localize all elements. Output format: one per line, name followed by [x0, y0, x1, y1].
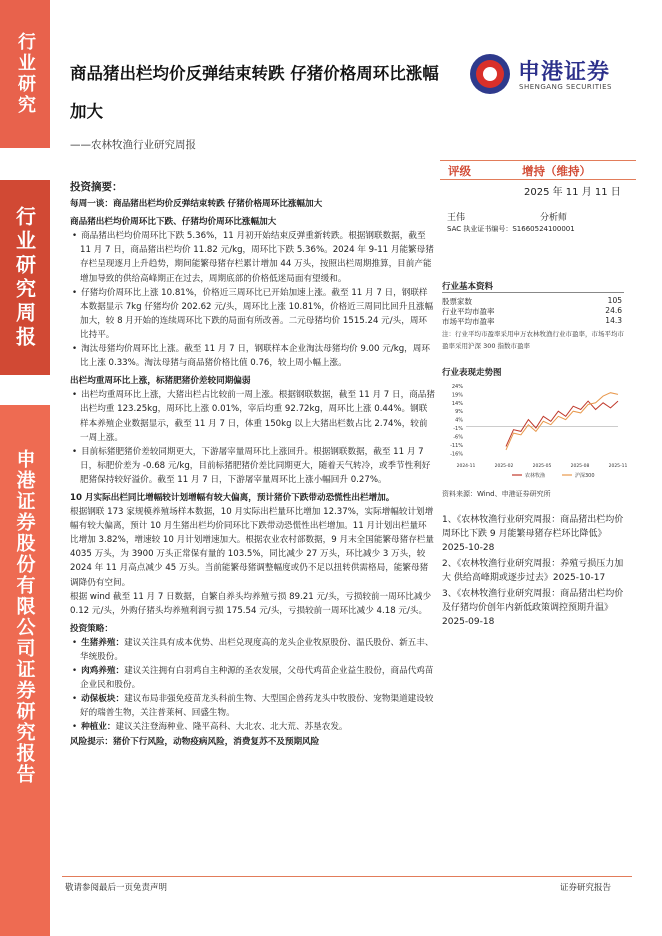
section-title: 10 月实际出栏同比增幅较计划增幅有较大偏离，预计猪价下跌带动恐慌性出栏增加。 — [70, 492, 395, 503]
rating-bar — [440, 160, 636, 180]
y-tick-label: 24% — [451, 384, 463, 390]
summary-heading: 投资摘要： — [70, 181, 123, 193]
investment-summary — [70, 180, 435, 749]
stock-info-value: 105 — [607, 296, 622, 305]
stock-info-label: 行业平均市盈率 — [442, 307, 495, 316]
summary-bullet: • 淘汰母猪均价周环比上涨。截至 11 月 7 日，钢联样本企业淘汰母猪均价 9.00 元/kg，周环比上涨 0.33%。淘汰母猪与商品猪价格比值 0.76，较上周小幅上涨。 — [70, 342, 435, 370]
summary-paragraph: 根据 wind 截至 11 月 7 日数据，自繁自养头均养殖亏损 89.21 元/头，亏损较前一周环比减少 0.12 元/头，外购仔猪头均养殖利润亏损 175.54 元/头，亏损较前一周环比减少 4.18 元/头。 — [70, 591, 432, 616]
related-report-item: 2、《农林牧渔行业研究周报：养殖亏损压力加大 供给高峰期或逐步过去》2025-10-17 — [442, 559, 624, 583]
weekly-view: 每周一谈：商品猪出栏均价反弹结束转跌 仔猪价格周环比涨幅加大 — [70, 199, 323, 210]
x-tick-label: 2025-02 — [494, 464, 514, 469]
stock-info-heading: 行业基本资料 — [442, 282, 494, 292]
report-date: 2025 年 11 月 11 日 — [524, 187, 621, 198]
logo-name-cn: 申港证券 — [518, 60, 611, 85]
report-title: 商品猪出栏均价反弹结束转跌 仔猪价格周环比涨幅加大 — [70, 64, 439, 121]
y-tick-label: 14% — [451, 400, 463, 407]
series-line — [506, 401, 618, 446]
logo-mark-icon — [470, 54, 510, 94]
stock-info-value: 24.6 — [605, 306, 622, 315]
sidebar-middle-label: 行业研究周报 — [0, 180, 50, 375]
performance-source: 资料来源：Wind、申港证券研究所 — [442, 490, 551, 498]
section-title: 商品猪出栏均价周环比下跌、仔猪均价周环比涨幅加大 — [70, 217, 277, 228]
y-tick-label: -11% — [450, 442, 463, 449]
strategy-heading: 投资策略： — [70, 623, 113, 634]
summary-bullet: • 出栏均重周环比上涨，大猪出栏占比较前一周上涨。根据钢联数据，截至 11 月 7 日，商品猪出栏均重 123.25kg，周环比上涨 0.01%，宰后均重 92.72kg，周环比上涨 0.44%。钢联样本养殖企业数据显示，截至 11 月 7 日，体重 150kg 以上大猪出栏数占比 2.74%，较前一周上涨。 — [70, 388, 435, 444]
logo-name-en: SHENGANG SECURITIES — [519, 83, 612, 91]
analyst-name: 王伟 — [447, 213, 466, 223]
company-logo — [470, 52, 645, 102]
legend-label: 沪深300 — [575, 473, 595, 479]
strategy-item: • 肉鸡养殖：建议关注拥有白羽鸡自主种源的圣农发展，父母代鸡苗企业益生股份，商品代鸡苗企业民和股份。 — [70, 664, 435, 692]
footer-label: 证券研究报告 — [560, 883, 612, 893]
stock-info-label: 市场平均市盈率 — [442, 317, 495, 326]
sidebar-top-label: 行业研究 — [0, 0, 50, 148]
summary-paragraph: 根据钢联 173 家规模养殖场样本数据，10 月实际出栏量环比增加 12.37%，实际增幅较计划增幅有较大偏离，预计 10 月生猪出栏均价同环比下跌带动恐慌性出栏增加。11 月计划出栏量环比增加 3.82%，增速较 10 月计划增速加大。根据农业农村部数据，9 月末全国能繁母猪存栏量 4035 万头，为 3900 万头正常保有量的 103.5%，同比减少 27 万头，环比减少 3 万头，较 2024 年 11 月高点减少 45 万头。当前能繁母猪调整幅度或仍不足以扭转供需格局，能繁母猪调降仍有空间。 — [70, 507, 435, 588]
related-report-item: 3、《农林牧渔行业研究周报：商品猪出栏均价及仔猪均价创年内新低政策调控预期升温》2025-09-18 — [442, 589, 624, 627]
analyst-cert: SAC 执业证书编号：S1660524100001 — [447, 225, 575, 233]
stock-info-row — [442, 316, 624, 327]
summary-bullet: • 仔猪均价周环比上涨 10.81%，价格近三周环比已开始加速上涨。截至 11 月 7 日，钢联样本数据显示 7kg 仔猪均价 202.62 元/头，周环比上涨 10.81%，价格近三周同比回升且涨幅加大，较 8 月开始的连续周环比下跌的局面有所改善。二元母猪均价 1515.24 元/头，周环比持平。 — [70, 286, 435, 342]
summary-bullet: • 目前标猪肥猪价差较同期更大，下游屠宰量周环比上涨回升。根据钢联数据，截至 11 月 7 日，标肥价差为 -0.68 元/kg，目前标猪肥猪价差比同期更大，随着天气转冷，或季节性利好肥猪保持较好溢价。截至 11 月 7 日，下游屠宰量周环比上涨小幅回升 0.27%。 — [70, 445, 435, 487]
stock-info-label: 股票家数 — [442, 297, 472, 306]
sidebar — [0, 0, 50, 936]
section-title: 出栏均重周环比上涨，标猪肥猪价差较同期偏弱 — [70, 376, 251, 387]
risk-warning: 风险提示：猪价下行风险，动物疫病风险，消费复苏不及预期风险 — [70, 736, 320, 747]
analyst-title: 分析师 — [540, 213, 568, 223]
strategy-item: • 种植业：建议关注登海种业、隆平高科、大北农、北大荒、苏垦农发。 — [70, 720, 435, 734]
legend-label: 农林牧渔 — [525, 473, 546, 479]
strategy-item: • 生猪养殖：建议关注具有成本优势、出栏兑现度高的龙头企业牧原股份、温氏股份、新五丰、华统股份。 — [70, 636, 435, 664]
y-tick-label: 19% — [451, 392, 463, 399]
performance-chart — [442, 380, 628, 480]
y-tick-label: -6% — [453, 434, 463, 441]
related-reports — [442, 513, 624, 631]
x-tick-label: 2025-05 — [532, 464, 552, 469]
stock-info-value: 14.3 — [605, 316, 622, 325]
sidebar-bottom-label: 申港证券股份有限公司证券研究报告 — [0, 405, 50, 936]
x-tick-label: 2025-11 — [608, 464, 628, 469]
y-tick-label: -1% — [453, 426, 463, 433]
report-subtitle: ——农林牧渔行业研究周报 — [70, 139, 196, 151]
summary-bullet: • 商品猪出栏均价周环比下跌 5.36%，11 月初开始结束反弹重新转跌。根据钢联数据，截至 11 月 7 日，商品猪出栏均价 11.82 元/kg，周环比下跌 5.36%。2024 年 9-11 月能繁母猪存栏呈现逐月上升趋势，期间能繁母猪存栏累计增加 44 万头，按照出栏周期推算，目前产能增加导致的供给高峰期正在过去，周期底部的价格低迷局面有望缓和。 — [70, 229, 435, 285]
related-report-item: 1、《农林牧渔行业研究周报：商品猪出栏均价周环比下跌 9 月能繁母猪存栏环比降低》2025-10-28 — [442, 515, 624, 553]
divider — [442, 292, 624, 293]
series-line — [506, 393, 618, 450]
y-tick-label: 9% — [455, 409, 463, 416]
rating-value: 增持（维持） — [522, 164, 591, 178]
footer-disclaimer: 敬请参阅最后一页免责声明 — [65, 883, 168, 893]
performance-heading: 行业表现走势图 — [442, 368, 502, 378]
strategy-item: • 动保板块：建议布局非强免疫苗龙头科前生物、大型国企兽药龙头中牧股份、宠物渠道建设较好的瑞普生物，关注普莱柯、回盛生物。 — [70, 692, 435, 720]
stock-info-note: 注：行业平均市盈率采用申万农林牧渔行业市盈率，市场平均市盈率采用沪深 300 指数市盈率 — [442, 330, 624, 350]
x-tick-label: 2024-11 — [456, 464, 476, 469]
y-tick-label: 4% — [455, 417, 463, 424]
x-tick-label: 2025-08 — [570, 464, 590, 469]
rating-label: 评级 — [448, 164, 471, 178]
footer-divider — [62, 876, 632, 877]
y-tick-label: -16% — [450, 451, 463, 458]
